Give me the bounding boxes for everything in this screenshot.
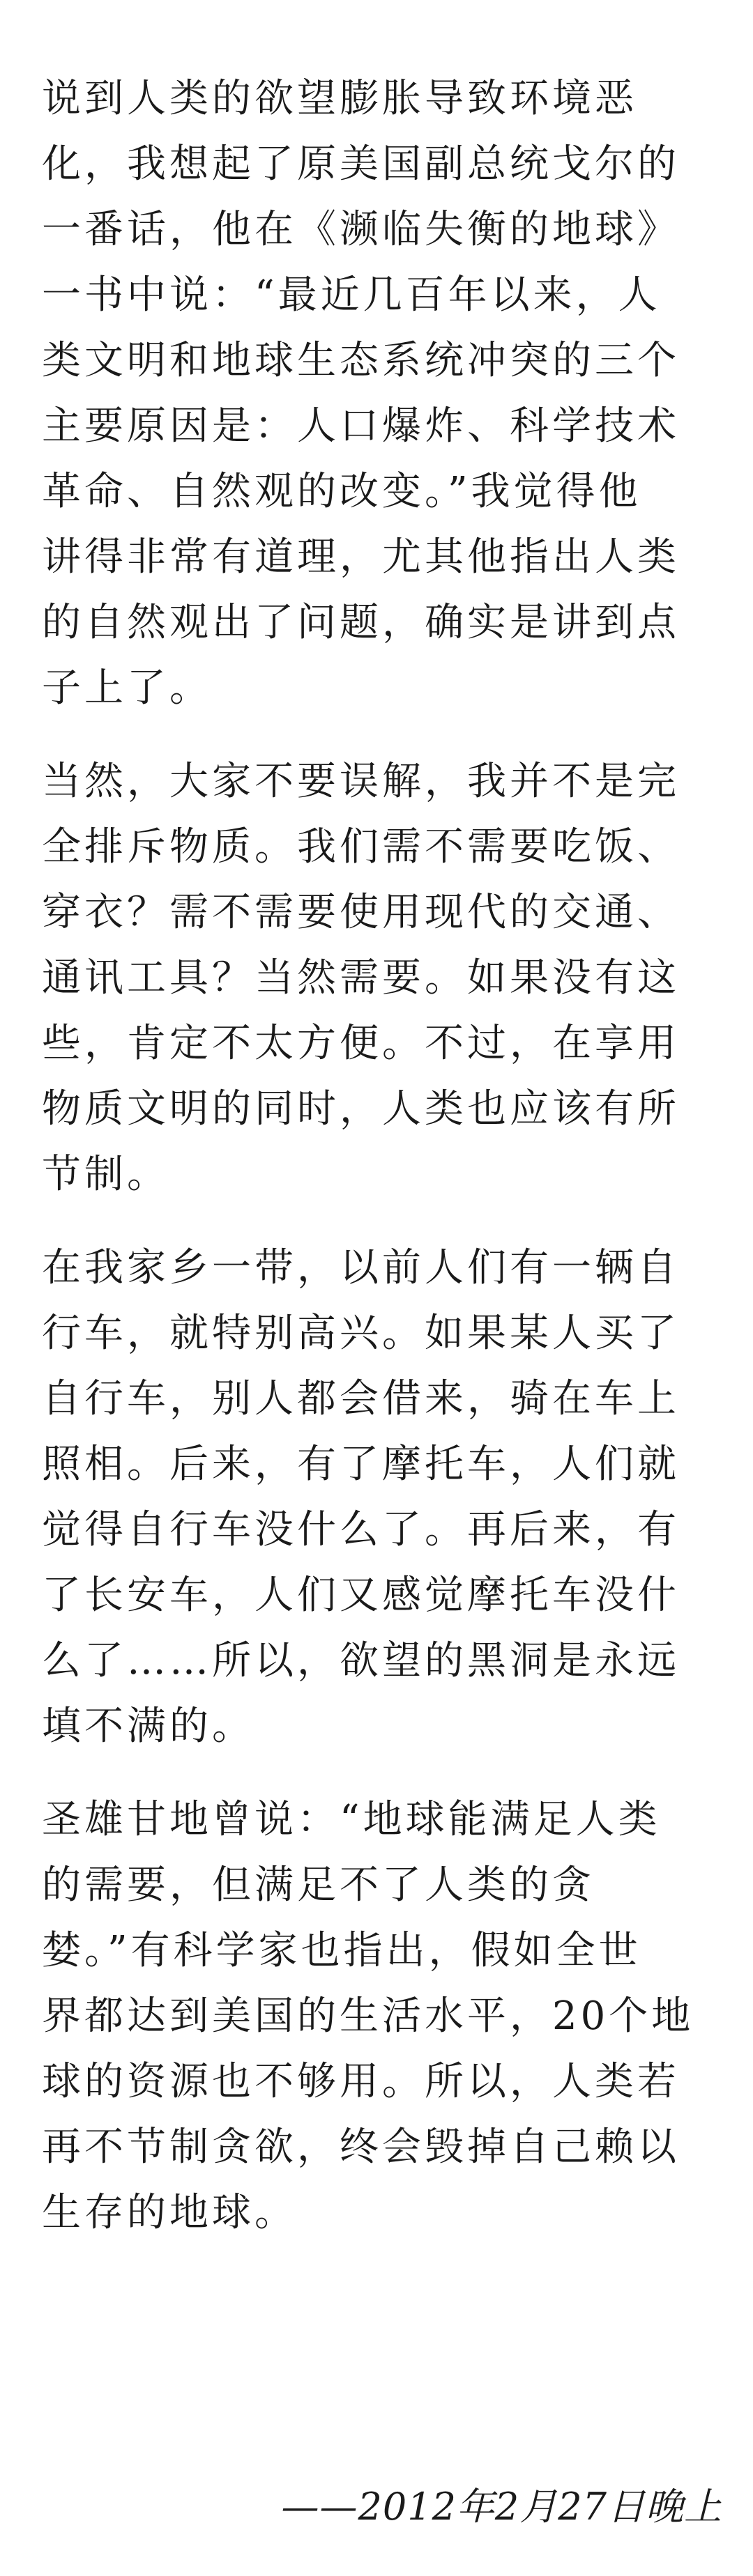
text-line: 在我家乡一带，以前人们有一辆自	[42, 1245, 680, 1290]
text-line: 了长安车，人们又感觉摩托车没什	[42, 1573, 680, 1618]
text-line: 行车，就特别高兴。如果某人买了	[42, 1311, 680, 1356]
text-line: 物质文明的同时，人类也应该有所	[42, 1086, 680, 1132]
text-line: 么了……所以，欲望的黑洞是永远	[42, 1638, 680, 1683]
text-line: 再不节制贪欲，终会毁掉自己赖以	[42, 2124, 680, 2170]
text-line: 圣雄甘地曾说：“地球能满足人类	[42, 1797, 661, 1842]
text-line: 通讯工具？当然需要。如果没有这	[42, 955, 680, 1001]
text-line: 全排斥物质。我们需不需要吃饭、	[42, 824, 680, 870]
text-line: 些，肯定不太方便。不过，在享用	[42, 1021, 680, 1066]
text-line: 一书中说：“最近几百年以来，人	[42, 272, 661, 318]
text-line: 填不满的。	[42, 1704, 254, 1749]
text-line: 一番话，他在《濒临失衡的地球》	[42, 207, 680, 252]
text-line: 化，我想起了原美国副总统戈尔的	[42, 141, 680, 187]
text-line: 节制。	[42, 1152, 169, 1197]
text-line: 说到人类的欲望膨胀导致环境恶	[42, 76, 637, 121]
text-line: 子上了。	[42, 665, 212, 711]
text-line: 生存的地球。	[42, 2190, 297, 2235]
text-line: 当然，大家不要误解，我并不是完	[42, 759, 680, 804]
signature-date: ——2012年2月27日晚上	[281, 2485, 722, 2529]
text-line: 讲得非常有道理，尤其他指出人类	[42, 534, 680, 580]
text-line: 的需要，但满足不了人类的贪	[42, 1862, 595, 1908]
article-body	[42, 66, 718, 2274]
text-line: 觉得自行车没什么了。再后来，有	[42, 1507, 680, 1552]
paragraph-4	[42, 1787, 718, 2246]
text-line: 主要原因是：人口爆炸、科学技术	[42, 403, 680, 449]
paragraph-3	[42, 1235, 718, 1759]
text-line: 照相。后来，有了摩托车，人们就	[42, 1442, 680, 1487]
text-line: 革命、自然观的改变。”我觉得他	[42, 469, 641, 514]
text-line: 自行车，别人都会借来，骑在车上	[42, 1376, 680, 1421]
text-line: 界都达到美国的生活水平，20个地	[42, 1993, 694, 2039]
text-line: 婪。”有科学家也指出，假如全世	[42, 1928, 641, 1973]
text-line: 穿衣？需不需要使用现代的交通、	[42, 890, 680, 935]
text-line: 球的资源也不够用。所以，人类若	[42, 2059, 680, 2104]
text-line: 类文明和地球生态系统冲突的三个	[42, 338, 680, 383]
text-line: 的自然观出了问题，确实是讲到点	[42, 600, 680, 645]
paragraph-1	[42, 66, 718, 721]
paragraph-2	[42, 749, 718, 1208]
